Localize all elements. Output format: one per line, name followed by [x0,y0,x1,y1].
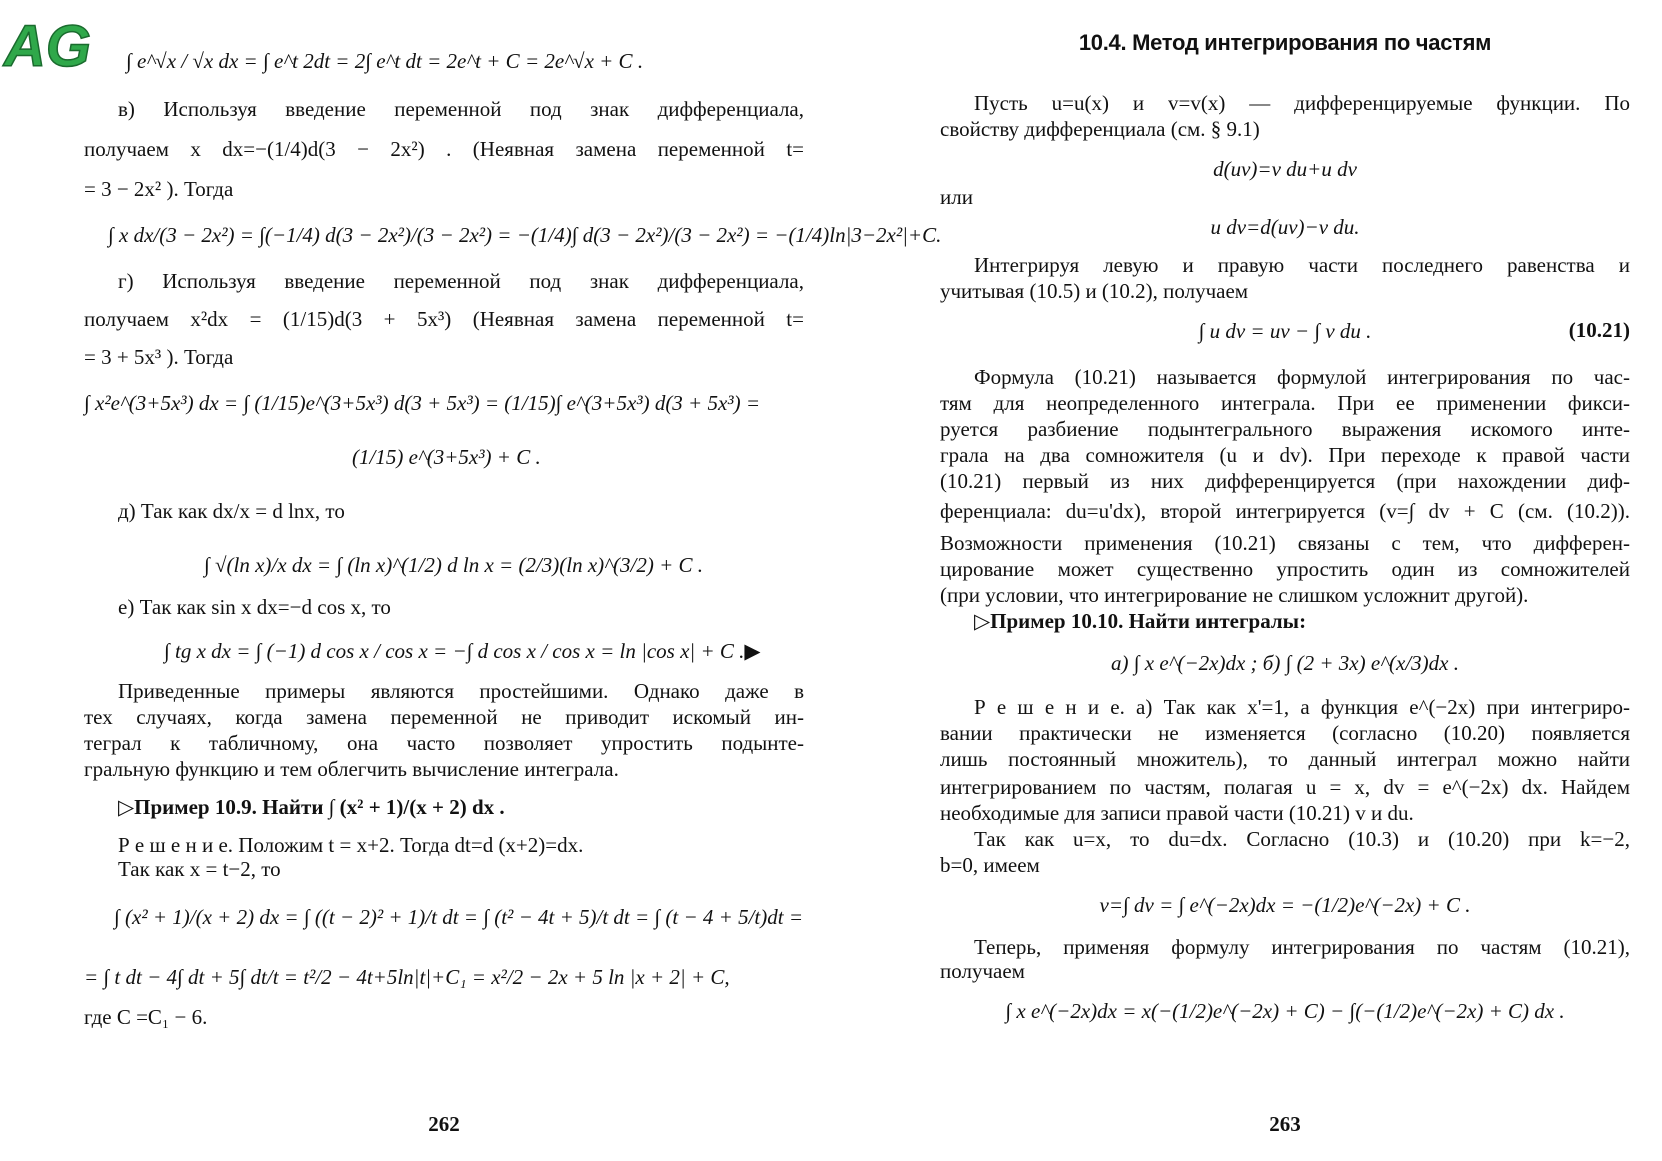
text-line: гральную функцию и тем облегчить вычисление интеграла. [84,757,619,781]
text-line: Теперь, применяя формулу интегрирования по частям (10.21), [974,935,1630,959]
text-line: лишь постоянный множитель), то данный интеграл можно найти [940,747,1630,771]
text-line: Приведенные примеры являются простейшими. Однако даже в [118,679,804,703]
formula-line: d(uv)=v du+u dv [1213,157,1357,181]
text-line: тех случаях, когда замена переменной не приводит искомый ин- [84,705,804,729]
text-line: (при условии, что интегрирование не слишком усложнит другой). [940,583,1529,607]
text-line: тям для неопределенного интеграла. При ее применении фикси- [940,391,1630,415]
text-line: Р е ш е н и е. а) Так как x'=1, а функция e^(−2x) при интегриро- [974,695,1630,719]
text-line: Р е ш е н и е. Положим t = x+2. Тогда dt=d (x+2)=dx. [118,833,584,857]
text-line: получаем x²dx = (1/15)d(3 + 5x³) (Неявная замена переменной t= [84,307,804,331]
text-line: (10.21) первый из них дифференцируется (при нахождении диф- [940,469,1630,493]
example-heading: ▷Пример 10.10. Найти интегралы: [974,609,1307,633]
text-line: Пусть u=u(x) и v=v(x) — дифференцируемые функции. По [974,91,1630,115]
text-line: Так как x = t−2, то [118,857,281,881]
text-line: Возможности применения (10.21) связаны с тем, что дифферен- [940,531,1630,555]
formula-line: а) ∫ x e^(−2x)dx ; б) ∫ (2 + 3x) e^(x/3)dx . [1111,651,1459,675]
text-line: д) Так как dx/x = d lnx, то [118,499,345,523]
text-line: = 3 − 2x² ). Тогда [84,177,234,201]
text-line: цирование может существенно упростить один из сомножителей [940,557,1630,581]
text-line: Так как u=x, то du=dx. Согласно (10.3) и (10.20) при k=−2, [974,827,1630,851]
text-line: в) Используя введение переменной под знак дифференциала, [118,97,804,121]
example-heading: ▷Пример 10.9. Найти ∫ (x² + 1)/(x + 2) dx . [118,795,505,819]
text-line: г) Используя введение переменной под знак дифференциала, [118,269,804,293]
formula-line: ∫ u dv = uv − ∫ v du . [1198,319,1372,343]
formula-line: ∫ (x² + 1)/(x + 2) dx = ∫ ((t − 2)² + 1)/t dt = ∫ (t² − 4t + 5)/t dt = ∫ (t − 4 + 5/t)dt = [114,905,804,929]
left-page [84,0,942,1161]
formula-line: ∫ tg x dx = ∫ (−1) d cos x / cos x = −∫ d cos x / cos x = ln |cos x| + C .▶ [164,639,761,663]
text-line: грала на два сомножителя (u и dv). При переходе к правой части [940,443,1630,467]
section-heading: 10.4. Метод интегрирования по частям [1078,30,1492,55]
text-line: = 3 + 5x³ ). Тогда [84,345,234,369]
text-line: Формула (10.21) называется формулой интегрирования по час- [974,365,1630,389]
formula-line: u dv=d(uv)−v du. [1210,215,1360,239]
text-line: учитывая (10.5) и (10.2), получаем [940,279,1249,303]
page-number-right: 263 [1269,1112,1301,1136]
text-line: руется разбиение подынтегрального выражения искомого инте- [940,417,1630,441]
text-line: интегрированием по частям, полагая u = x, dv = e^(−2x) dx. Найдем [940,775,1630,799]
page-number-left: 262 [428,1112,460,1136]
formula-line: v=∫ dv = ∫ e^(−2x)dx = −(1/2)e^(−2x) + C . [1099,893,1471,917]
ag-logo-icon [2,4,91,84]
formula-line: ∫ e^√x / √x dx = ∫ e^t 2dt = 2∫ e^t dt = 2e^t + C = 2e^√x + C . [126,49,644,73]
text-line: е) Так как sin x dx=−d cos x, то [118,595,391,619]
equation-label: (10.21) [1568,318,1630,342]
text-line: теграл к табличному, она часто позволяет упростить подынте- [84,731,804,755]
formula-line: ∫ x dx/(3 − 2x²) = ∫(−1/4) d(3 − 2x²)/(3 − 2x²) = −(1/4)∫ d(3 − 2x²)/(3 − 2x²) = −(1/4)ln|3−2x²|+C. [108,223,942,247]
formula-line: = ∫ t dt − 4∫ dt + 5∫ dt/t = t²/2 − 4t+5ln|t|+C₁ = x²/2 − 2x + 5 ln |x + 2| + C, [84,965,730,989]
formula-line: ∫ x²e^(3+5x³) dx = ∫ (1/15)e^(3+5x³) d(3 + 5x³) = (1/15)∫ e^(3+5x³) d(3 + 5x³) = [84,391,761,415]
text-line: b=0, имеем [940,853,1040,877]
text-line: ференциала: du=u'dx), второй интегрируется (v=∫ dv + C (см. (10.2)). [940,499,1630,523]
text-line: или [940,185,973,209]
text-line: свойству дифференциала (см. § 9.1) [940,117,1260,141]
formula-line: (1/15) e^(3+5x³) + C . [352,445,541,469]
logo-text: AG [4,14,91,79]
text-line: получаем x dx=−(1/4)d(3 − 2x²) . (Неявная замена переменной t= [84,137,804,161]
text-line: Интегрируя левую и правую части последнего равенства и [974,253,1630,277]
formula-line: ∫ √(ln x)/x dx = ∫ (ln x)^(1/2) d ln x = (2/3)(ln x)^(3/2) + C . [204,553,704,577]
right-page [940,0,1630,1161]
text-line: необходимые для записи правой части (10.21) v и du. [940,801,1414,825]
text-line: получаем [940,959,1025,983]
text-line: где C =C₁ − 6. [84,1005,208,1029]
text-line: вании практически не изменяется (согласно (10.20) появляется [940,721,1630,745]
formula-line: ∫ x e^(−2x)dx = x(−(1/2)e^(−2x) + C) − ∫(−(1/2)e^(−2x) + C) dx . [1005,999,1565,1023]
